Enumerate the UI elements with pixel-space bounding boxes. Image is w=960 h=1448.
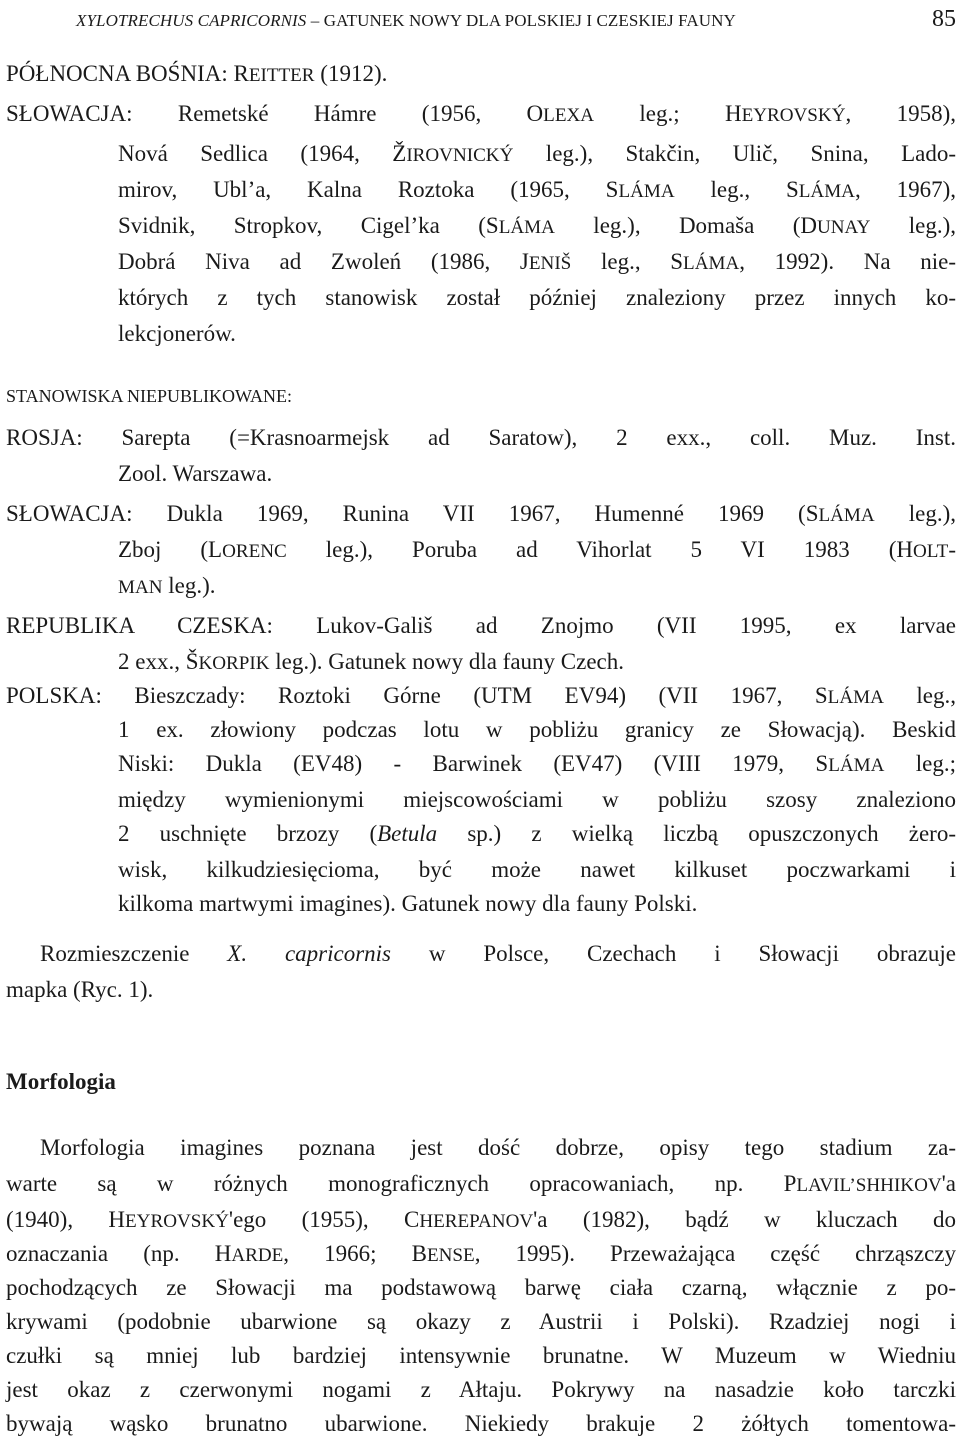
header-species: XYLOTRECHUS CAPRICORNIS (76, 11, 307, 30)
text-line: lekcjonerów. (118, 321, 236, 346)
text-line: ROSJA: Sarepta (=Krasnoarmejsk ad Saratow), 2 exx., coll. Muz. Inst. (6, 425, 956, 450)
text-line: 2 exx., ŠKORPIK leg.). Gatunek nowy dla fauny Czech. (118, 649, 624, 674)
text-line: kilkoma martwymi imagines). Gatunek nowy dla fauny Polski. (118, 891, 698, 916)
page-number: 85 (932, 6, 956, 32)
text-line: pochodzących ze Słowacji ma podstawową barwę ciała czarną, włącznie z po- (6, 1275, 956, 1300)
text-line: POLSKA: Bieszczady: Roztoki Górne (UTM EV94) (VII 1967, SLÁMA leg., (6, 683, 956, 708)
header-dash: – (310, 11, 320, 30)
text-line: 1 ex. złowiony podczas lotu w pobliżu granicy ze Słowacją). Beskid (118, 717, 956, 742)
text-line: warte są w różnych monograficznych opracowaniach, np. PLAVIL’SHHIKOV'a (6, 1171, 956, 1196)
text-line: MAN leg.). (118, 573, 216, 598)
text-line: (1940), HEYROVSKÝ'ego (1955), CHEREPANOV'a (1982), bądź w kluczach do (6, 1207, 957, 1232)
text-line: PÓŁNOCNA BOŚNIA: REITTER (1912). (6, 61, 388, 86)
text-line: REPUBLIKA CZESKA: Lukov-Gališ ad Znojmo (VII 1995, ex larvae (6, 613, 956, 638)
text-line: jest okaz z czerwonymi nogami z Ałtaju. Pokrywy na nasadzie koło tarczki (6, 1377, 956, 1402)
text-line: Nová Sedlica (1964, ŽIROVNICKÝ leg.), Stakčin, Ulič, Snina, Lado- (118, 141, 956, 166)
text-line: bywają wąsko brunatno ubarwione. Niekiedy brakuje 2 żółtych tomentowa- (6, 1411, 956, 1436)
text-line: wisk, kilkudziesięcioma, być może nawet kilkuset poczwarkami i (118, 857, 956, 882)
text-line: oznaczania (np. HARDE, 1966; BENSE, 1995). Przeważająca część chrząszczy (6, 1241, 956, 1266)
section-heading: Morfologia (6, 1069, 116, 1094)
text-line: mirov, Ubl’a, Kalna Roztoka (1965, SLÁMA leg., SLÁMA, 1967), (118, 177, 956, 202)
text-line: Rozmieszczenie X. capricornis w Polsce, Czechach i Słowacji obrazuje (40, 941, 956, 966)
text-line: Dobrá Niva ad Zwoleń (1986, JENIŠ leg., SLÁMA, 1992). Na nie- (118, 249, 956, 274)
text-line: mapka (Ryc. 1). (6, 977, 154, 1002)
text-line: między wymienionymi miejscowościami w pobliżu szosy znaleziono (118, 787, 956, 812)
text-line: Morfologia imagines poznana jest dość dobrze, opisy tego stadium za- (40, 1135, 956, 1160)
header-title: GATUNEK NOWY DLA POLSKIEJ I CZESKIEJ FAUNY (323, 11, 736, 30)
text-line: SŁOWACJA: Remetské Hámre (1956, OLEXA leg.; HEYROVSKÝ, 1958), (6, 101, 956, 126)
text-line: 2 uschnięte brzozy (Betula sp.) z wielką liczbą opuszczonych żero- (118, 821, 956, 846)
running-header (76, 6, 956, 30)
text-line: Zboj (LORENC leg.), Poruba ad Vihorlat 5 VI 1983 (HOLT- (118, 537, 956, 562)
text-line: Svidnik, Stropkov, Cigel’ka (SLÁMA leg.), Domaša (DUNAY leg.), (118, 213, 956, 238)
text-line: krywami (podobnie ubarwione są okazy z Austrii i Polski). Rzadziej nogi i (6, 1309, 956, 1334)
text-line: czułki są mniej lub bardziej intensywnie brunatne. W Muzeum w Wiedniu (6, 1343, 956, 1368)
text-line: Zool. Warszawa. (118, 461, 273, 486)
text-line: Niski: Dukla (EV48) - Barwinek (EV47) (VIII 1979, SLÁMA leg.; (118, 751, 956, 776)
text-line: których z tych stanowisk został później znaleziony przez innych ko- (118, 285, 956, 310)
text-line: SŁOWACJA: Dukla 1969, Runina VII 1967, Humenné 1969 (SLÁMA leg.), (6, 501, 956, 526)
section-label: STANOWISKA NIEPUBLIKOWANE: (6, 386, 293, 406)
